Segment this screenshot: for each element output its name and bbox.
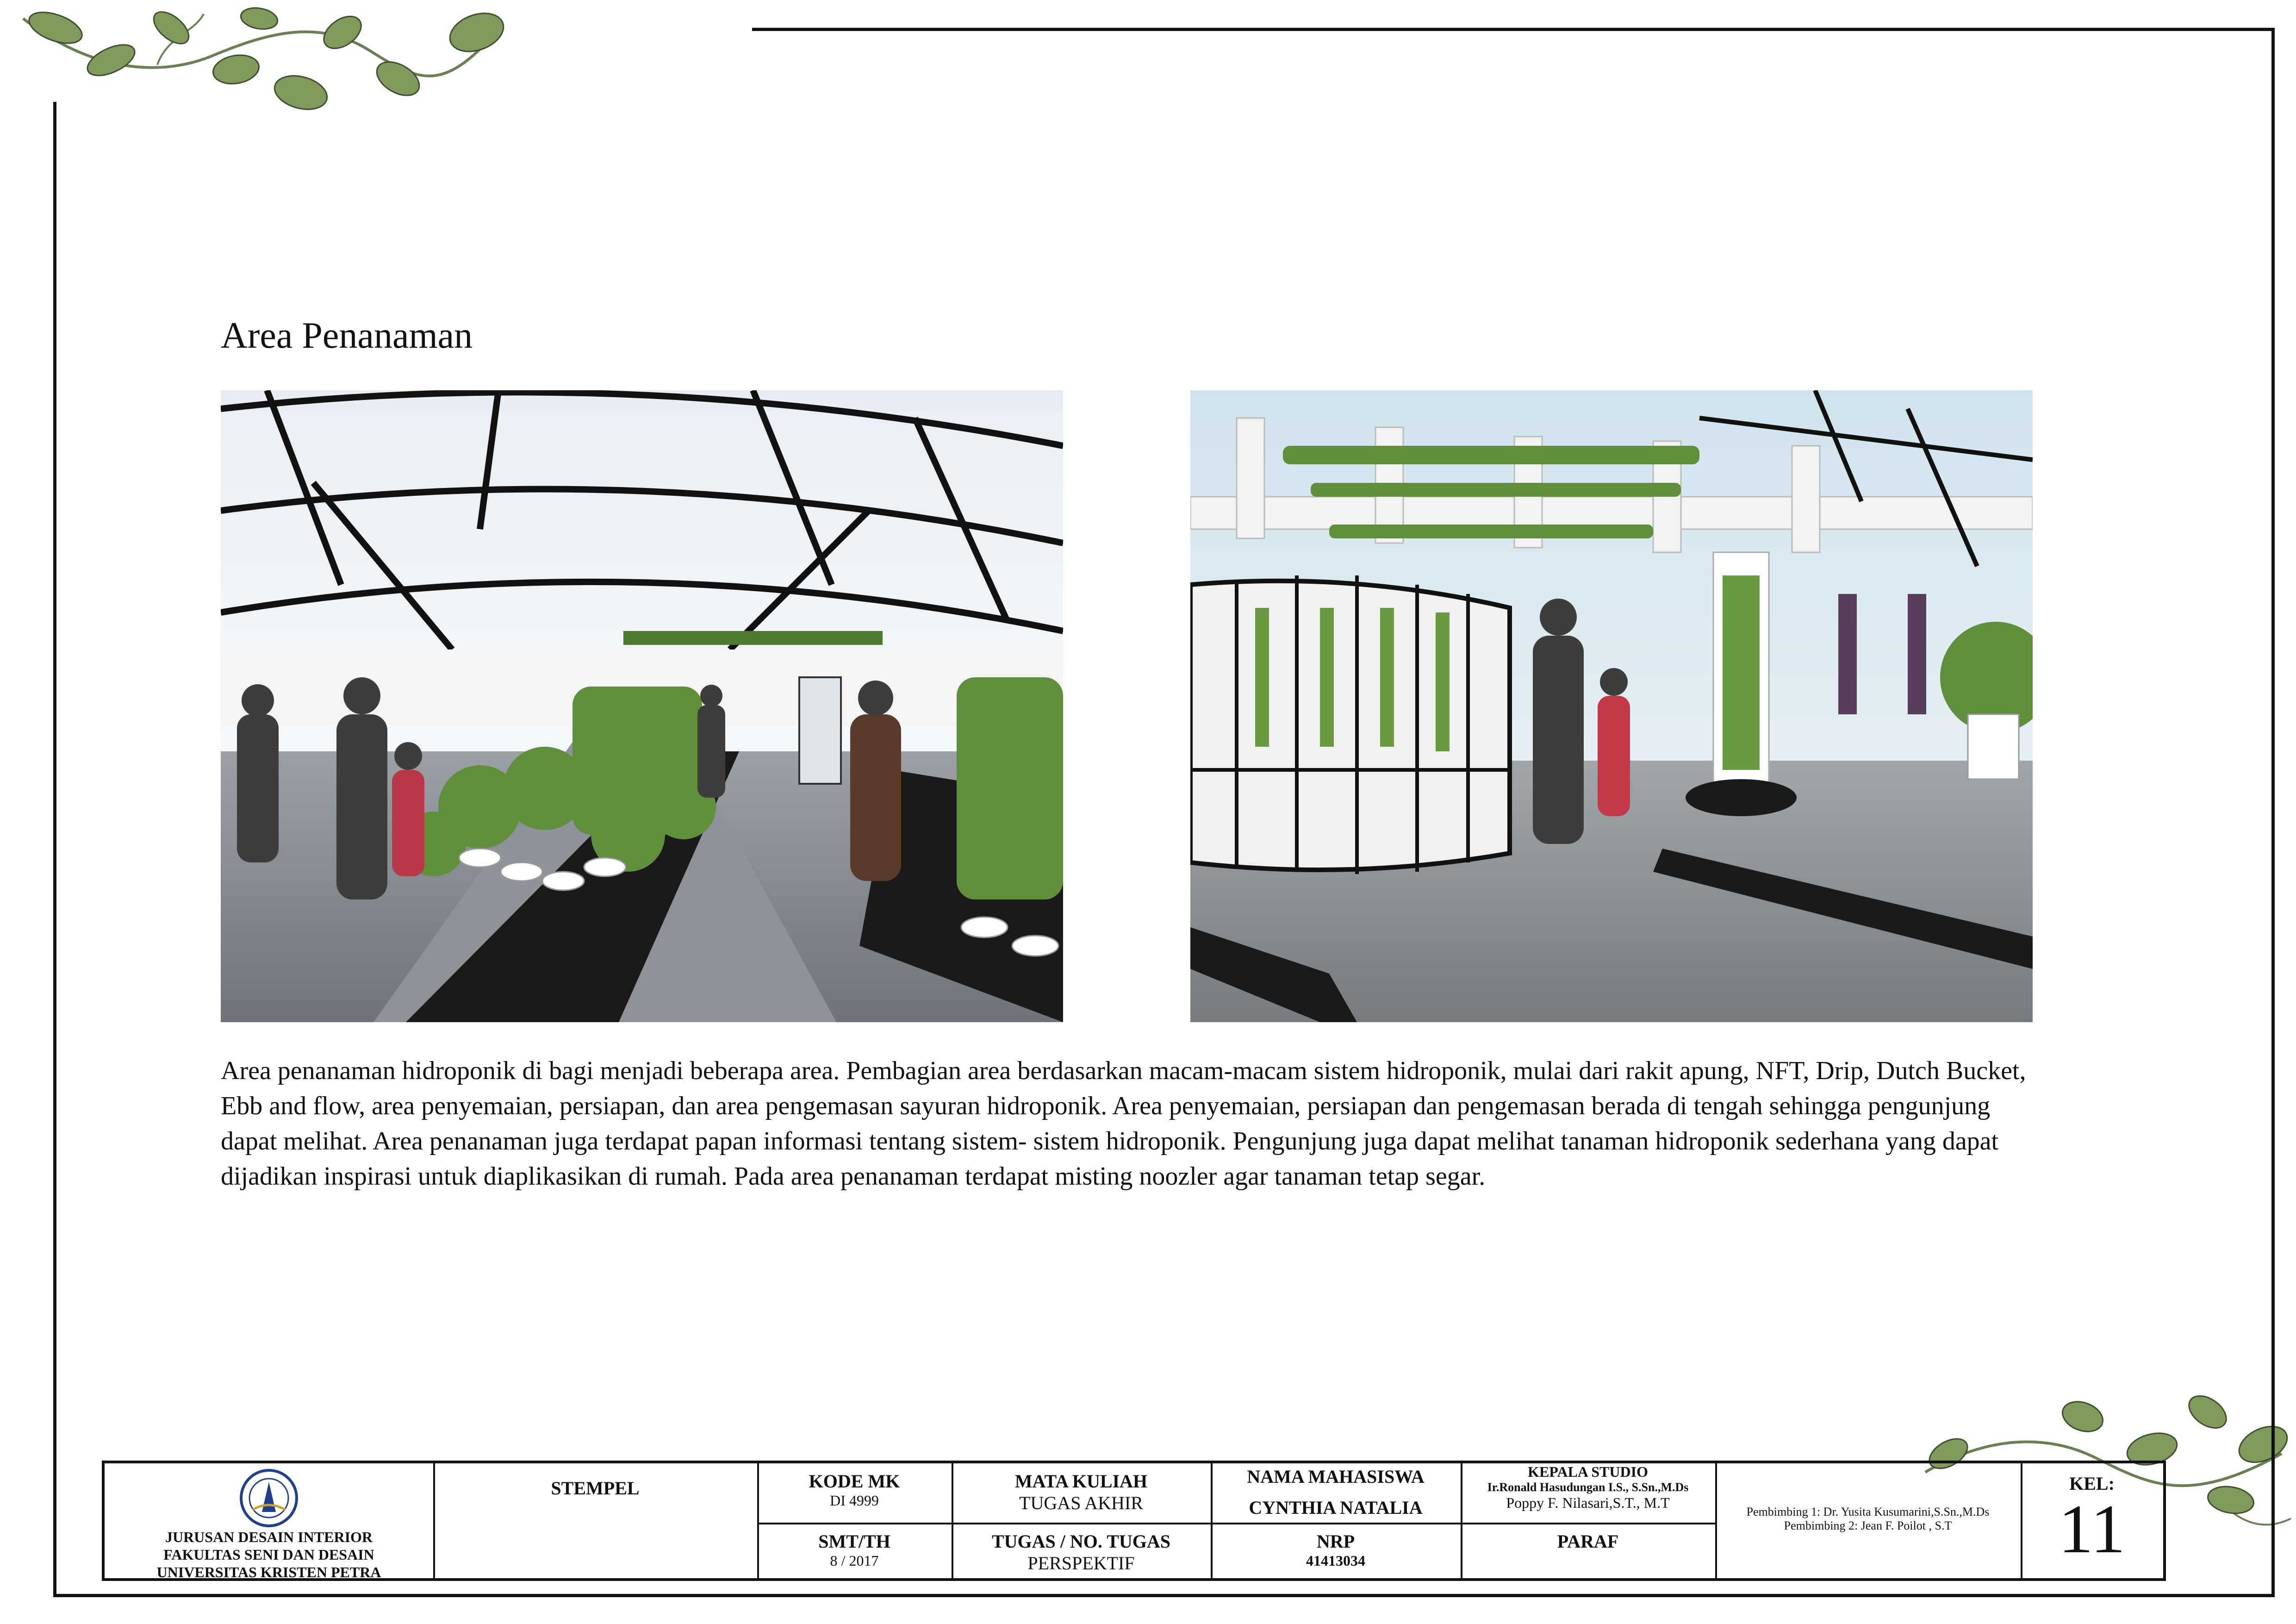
tugas-value: PERSPEKTIF <box>1027 1553 1135 1574</box>
frame-top-border <box>752 28 2275 31</box>
nrp-value: 41413034 <box>1306 1552 1365 1569</box>
frame-right-border <box>2271 28 2275 1597</box>
stempel-label: STEMPEL <box>551 1478 640 1499</box>
kepala-studio-label: KEPALA STUDIO <box>1528 1463 1648 1480</box>
perspective-render-right <box>1190 390 2033 1022</box>
kode-mk-label: KODE MK <box>809 1471 900 1492</box>
nama-mahasiswa-label: NAMA MAHASISWA <box>1247 1466 1425 1487</box>
section-title: Area Penanaman <box>221 315 473 356</box>
kel-label: KEL: <box>2069 1473 2115 1494</box>
description-paragraph: Area penanaman hidroponik di bagi menjadi beberapa area. Pembagian area berdasarkan macam-macam sistem hidroponik, mulai dari rakit apung, NFT, Drip, Dutch Bucket, Ebb and flow, area penyemaian, persiapan, dan area pengemasan sayuran hidroponik. Area penyemaian, persiapan dan pengemasan berada di tengah sehingga pengunjung dapat melihat. Area penanaman juga terdapat papan informasi tentang sistem- sistem hidroponik. Pengunjung juga dapat melihat tanaman hidroponik sederhana yang dapat dijadikan inspirasi untuk diaplikasikan di rumah. Pada area penanaman terdapat misting noozler agar tanaman tetap segar. <box>221 1056 2026 1191</box>
kel-number: 11 <box>2058 1491 2126 1568</box>
nama-mahasiswa-value: CYNTHIA NATALIA <box>1249 1497 1423 1518</box>
university-logo <box>239 1468 299 1528</box>
smt-th-label: SMT/TH <box>818 1531 890 1552</box>
pembimbing-1: Pembimbing 1: Dr. Yusita Kusumarini,S.Sn.,M.Ds <box>1746 1505 1990 1518</box>
kepala-studio-name-1: Ir.Ronald Hasudungan I.S., S.Sn.,M.Ds <box>1487 1480 1689 1494</box>
nrp-label: NRP <box>1316 1531 1355 1552</box>
title-block <box>102 1461 2166 1581</box>
mata-kuliah-label: MATA KULIAH <box>1014 1471 1148 1492</box>
institution-line-2: FAKULTAS SENI DAN DESAIN <box>163 1546 374 1563</box>
institution-line-1: JURUSAN DESAIN INTERIOR <box>165 1529 373 1545</box>
smt-th-value: 8 / 2017 <box>830 1552 879 1569</box>
perspective-render-left <box>221 390 1063 1022</box>
kepala-studio-name-2: Poppy F. Nilasari,S.T., M.T <box>1506 1494 1670 1511</box>
institution-line-3: UNIVERSITAS KRISTEN PETRA <box>156 1564 381 1580</box>
frame-bottom-border <box>53 1594 2275 1597</box>
mata-kuliah-value: TUGAS AKHIR <box>1019 1493 1143 1513</box>
pembimbing-2: Pembimbing 2: Jean F. Poilot , S.T <box>1784 1519 1952 1532</box>
tugas-label: TUGAS / NO. TUGAS <box>991 1531 1170 1552</box>
institution-cell <box>105 1463 433 1579</box>
kode-mk-value: DI 4999 <box>830 1492 879 1509</box>
frame-left-border <box>53 102 56 1597</box>
paraf-label: PARAF <box>1557 1531 1619 1552</box>
vine-decoration-top-left <box>19 0 509 125</box>
